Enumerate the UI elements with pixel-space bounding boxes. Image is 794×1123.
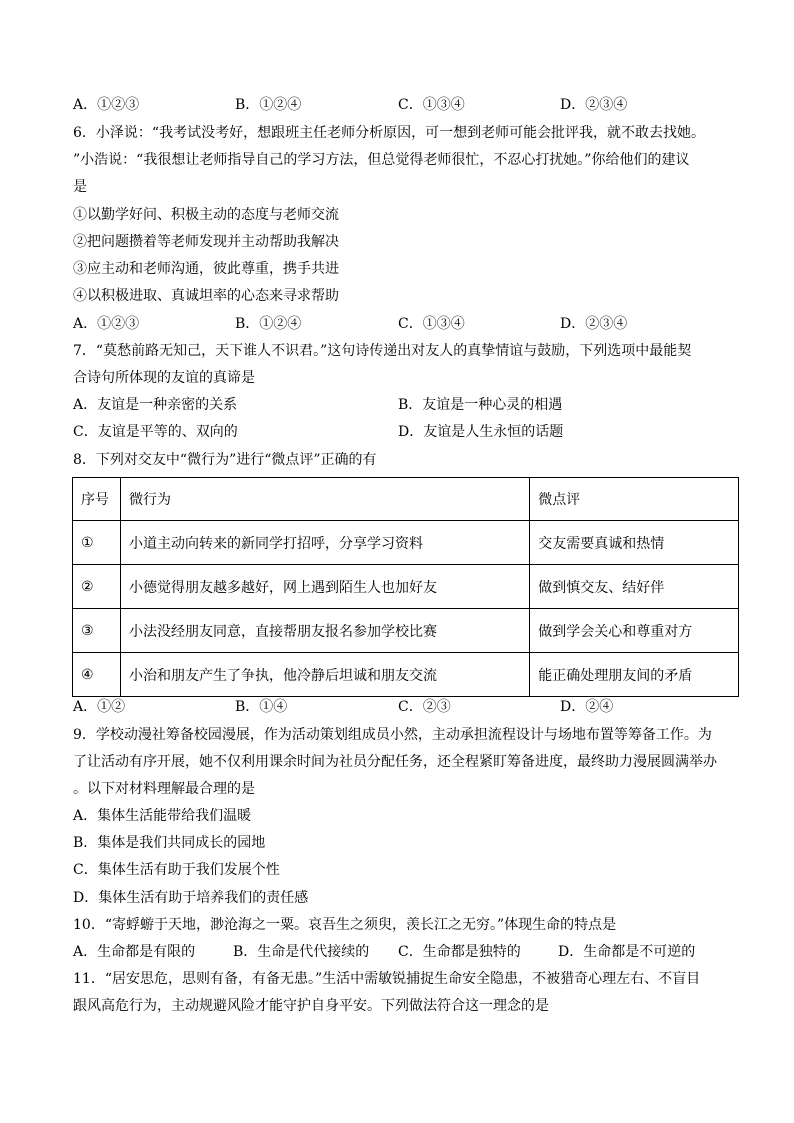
q6-option-d[interactable]: D．②③④ <box>560 316 628 332</box>
q8-option-b[interactable]: B．①④ <box>235 699 288 715</box>
header-behavior: 微行为 <box>121 478 530 521</box>
q10-option-b[interactable]: B．生命是代代接续的 <box>233 944 370 960</box>
q5-option-b[interactable]: B．①②④ <box>235 97 302 113</box>
row-index: ① <box>73 521 121 565</box>
q8-option-d[interactable]: D．②④ <box>560 699 614 715</box>
q7-stem-line-1: 7．“莫愁前路无知己，天下谁人不识君。”这句诗传递出对友人的真挚情谊与鼓励，下列选项中最能契 <box>73 343 692 359</box>
q5-options <box>73 95 753 115</box>
row-comment: 做到慎交友、结好伴 <box>530 565 739 609</box>
q6-stem-line-2: ”小浩说：“我很想让老师指导自己的学习方法，但总觉得老师很忙，不忍心打扰她。”你给他们的建议 <box>73 152 690 168</box>
row-comment: 做到学会关心和尊重对方 <box>530 609 739 653</box>
q6-stem-line-3: 是 <box>73 179 87 195</box>
table-row <box>73 521 739 565</box>
q11-stem-line-2: 跟风高危行为，主动规避风险才能守护自身平安。下列做法符合这一理念的是 <box>73 998 549 1014</box>
q6-option-a[interactable]: A．①②③ <box>73 316 140 332</box>
q7-option-d[interactable]: D．友谊是人生永恒的话题 <box>398 424 564 440</box>
table-row <box>73 653 739 697</box>
q9-option-d[interactable]: D．集体生活有助于培养我们的责任感 <box>73 890 309 906</box>
row-index: ② <box>73 565 121 609</box>
q11-stem-line-1: 11．“居安思危，思则有备，有备无患。”生活中需敏锐捕捉生命安全隐患，不被猎奇心理左右、不盲目 <box>73 971 701 987</box>
q6-item-3: ③应主动和老师沟通，彼此尊重，携手共进 <box>73 261 339 277</box>
q5-option-a[interactable]: A．①②③ <box>73 97 140 113</box>
q6-option-c[interactable]: C．①③④ <box>398 316 465 332</box>
q6-option-b[interactable]: B．①②④ <box>235 316 302 332</box>
row-behavior: 小道主动向转来的新同学打招呼，分享学习资料 <box>121 521 530 565</box>
row-index: ③ <box>73 609 121 653</box>
q5-option-c[interactable]: C．①③④ <box>398 97 465 113</box>
q8-option-c[interactable]: C．②③ <box>398 699 451 715</box>
q9-stem-line-1: 9．学校动漫社筹备校园漫展，作为活动策划组成员小然，主动承担流程设计与场地布置等筹备工作。为 <box>73 727 712 743</box>
q10-option-a[interactable]: A．生命都是有限的 <box>73 944 196 960</box>
q7-option-a[interactable]: A．友谊是一种亲密的关系 <box>73 397 238 413</box>
q10-option-c[interactable]: C．生命都是独特的 <box>398 944 521 960</box>
q9-option-c[interactable]: C．集体生活有助于我们发展个性 <box>73 862 280 878</box>
q8-stem: 8．下列对交友中“微行为”进行“微点评”正确的有 <box>73 452 377 468</box>
q9-option-b[interactable]: B．集体是我们共同成长的园地 <box>73 835 266 851</box>
row-behavior: 小治和朋友产生了争执，他冷静后坦诚和朋友交流 <box>121 653 530 697</box>
q8-options <box>73 697 753 717</box>
q9-stem-line-2: 了让活动有序开展，她不仅利用课余时间为社员分配任务，还全程紧盯筹备进度，最终助力漫展圆满举办 <box>73 754 717 770</box>
q10-stem: 10．“寄蜉蝣于天地，渺沧海之一粟。哀吾生之须臾，羡长江之无穷。”体现生命的特点是 <box>73 917 617 933</box>
row-behavior: 小德觉得朋友越多越好，网上遇到陌生人也加好友 <box>121 565 530 609</box>
q5-option-d[interactable]: D．②③④ <box>560 97 628 113</box>
header-index: 序号 <box>73 478 121 521</box>
q6-item-4: ④以积极进取、真诚坦率的心态来寻求帮助 <box>73 288 339 304</box>
q10-option-d[interactable]: D．生命都是不可逆的 <box>558 944 696 960</box>
row-index: ④ <box>73 653 121 697</box>
row-behavior: 小法没经朋友同意，直接帮朋友报名参加学校比赛 <box>121 609 530 653</box>
row-comment: 能正确处理朋友间的矛盾 <box>530 653 739 697</box>
header-comment: 微点评 <box>530 478 739 521</box>
q7-option-b[interactable]: B．友谊是一种心灵的相遇 <box>398 397 563 413</box>
row-comment: 交友需要真诚和热情 <box>530 521 739 565</box>
q9-option-a[interactable]: A．集体生活能带给我们温暖 <box>73 808 252 824</box>
q6-options <box>73 314 753 334</box>
table-header-row <box>73 478 739 521</box>
q8-option-a[interactable]: A．①② <box>73 699 126 715</box>
q6-item-2: ②把问题攒着等老师发现并主动帮助我解决 <box>73 234 339 250</box>
q9-stem-line-3: 。以下对材料理解最合理的是 <box>73 781 255 797</box>
q7-stem-line-2: 合诗句所体现的友谊的真谛是 <box>73 370 255 386</box>
table-row <box>73 609 739 653</box>
q8-table <box>72 477 739 697</box>
q7-option-c[interactable]: C．友谊是平等的、双向的 <box>73 424 238 440</box>
q6-stem-line-1: 6．小泽说：“我考试没考好，想跟班主任老师分析原因，可一想到老师可能会批评我，就不敢去找她。 <box>73 125 706 141</box>
q6-item-1: ①以勤学好问、积极主动的态度与老师交流 <box>73 207 339 223</box>
table-row <box>73 565 739 609</box>
